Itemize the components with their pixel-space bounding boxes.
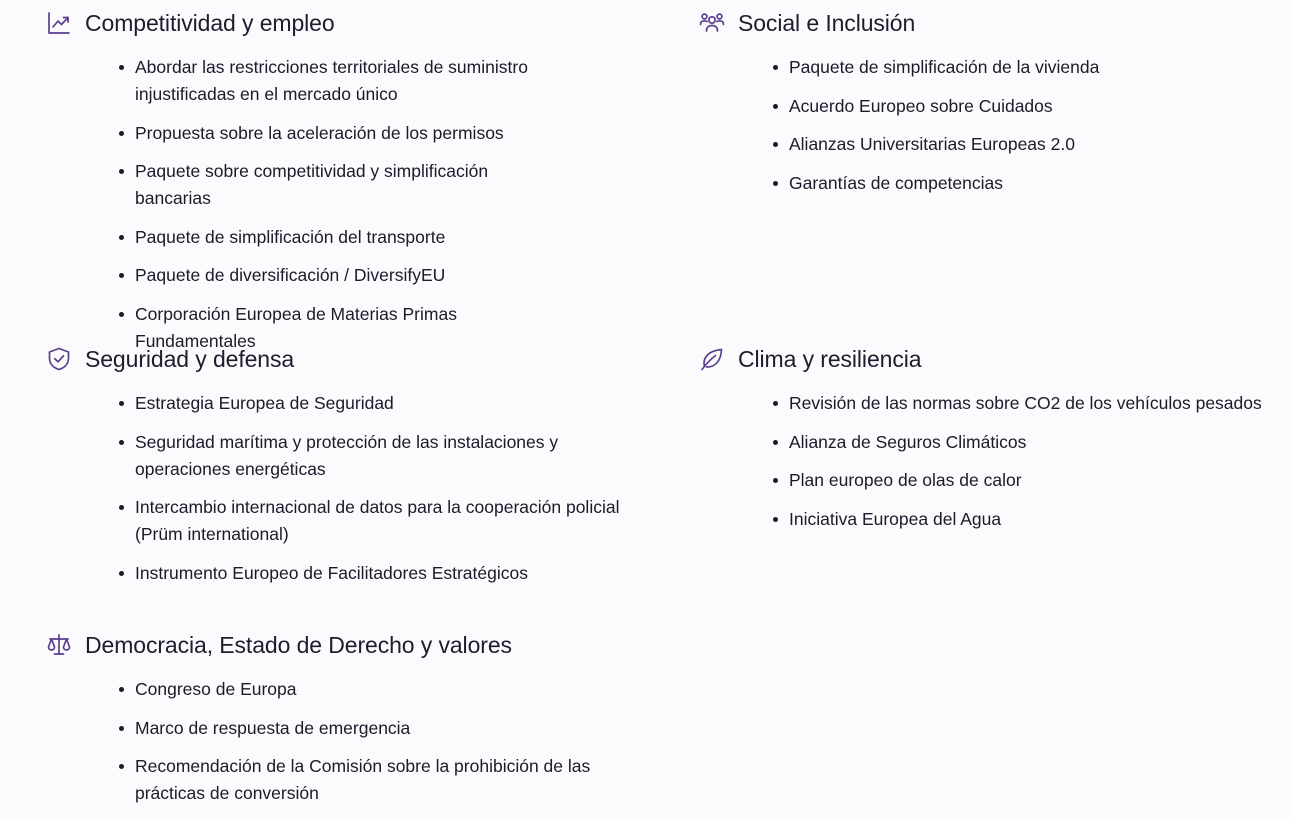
list-item: Corporación Europea de Materias Primas Fundamentales xyxy=(135,301,565,355)
item-list xyxy=(45,390,660,587)
section-header xyxy=(698,345,1288,373)
section-seguridad xyxy=(45,345,660,598)
list-item: Paquete de diversificación / DiversifyEU xyxy=(135,262,565,289)
item-list xyxy=(45,676,660,807)
list-item: Alianzas Universitarias Europeas 2.0 xyxy=(789,131,1288,158)
list-item: Congreso de Europa xyxy=(135,676,615,703)
section-header xyxy=(45,9,660,37)
section-clima xyxy=(698,345,1288,544)
list-item: Paquete de simplificación del transporte xyxy=(135,224,565,251)
list-item: Acuerdo Europeo sobre Cuidados xyxy=(789,93,1288,120)
list-item: Alianza de Seguros Climáticos xyxy=(789,429,1288,456)
leaf-icon xyxy=(698,345,726,373)
list-item: Intercambio internacional de datos para la cooperación policial (Prüm international) xyxy=(135,494,655,548)
section-title: Seguridad y defensa xyxy=(85,345,295,372)
section-header xyxy=(45,631,660,659)
list-item: Paquete de simplificación de la vivienda xyxy=(789,54,1288,81)
list-item: Propuesta sobre la aceleración de los permisos xyxy=(135,120,565,147)
section-title: Social e Inclusión xyxy=(738,9,916,36)
list-item: Recomendación de la Comisión sobre la prohibición de las prácticas de conversión xyxy=(135,753,615,807)
section-title: Clima y resiliencia xyxy=(738,345,922,372)
section-header xyxy=(698,9,1288,37)
list-item: Estrategia Europea de Seguridad xyxy=(135,390,655,417)
list-item: Paquete sobre competitividad y simplificación bancarias xyxy=(135,158,565,212)
list-item: Instrumento Europeo de Facilitadores Estratégicos xyxy=(135,560,655,587)
item-list xyxy=(698,390,1288,533)
item-list xyxy=(698,54,1288,197)
list-item: Garantías de competencias xyxy=(789,170,1288,197)
people-group-icon xyxy=(698,9,726,37)
list-item: Iniciativa Europea del Agua xyxy=(789,506,1288,533)
list-item: Abordar las restricciones territoriales de suministro injustificadas en el mercado único xyxy=(135,54,565,108)
item-list xyxy=(45,54,660,355)
trending-up-icon xyxy=(45,9,73,37)
list-item: Plan europeo de olas de calor xyxy=(789,467,1288,494)
section-democracia xyxy=(45,631,660,819)
section-competitividad xyxy=(45,9,660,366)
section-social xyxy=(698,9,1288,208)
section-header xyxy=(45,345,660,373)
scales-icon xyxy=(45,631,73,659)
list-item: Marco de respuesta de emergencia xyxy=(135,715,615,742)
list-item: Revisión de las normas sobre CO2 de los vehículos pesados xyxy=(789,390,1288,417)
section-title: Democracia, Estado de Derecho y valores xyxy=(85,631,512,658)
section-title: Competitividad y empleo xyxy=(85,9,335,36)
list-item: Seguridad marítima y protección de las instalaciones y operaciones energéticas xyxy=(135,429,655,483)
shield-check-icon xyxy=(45,345,73,373)
